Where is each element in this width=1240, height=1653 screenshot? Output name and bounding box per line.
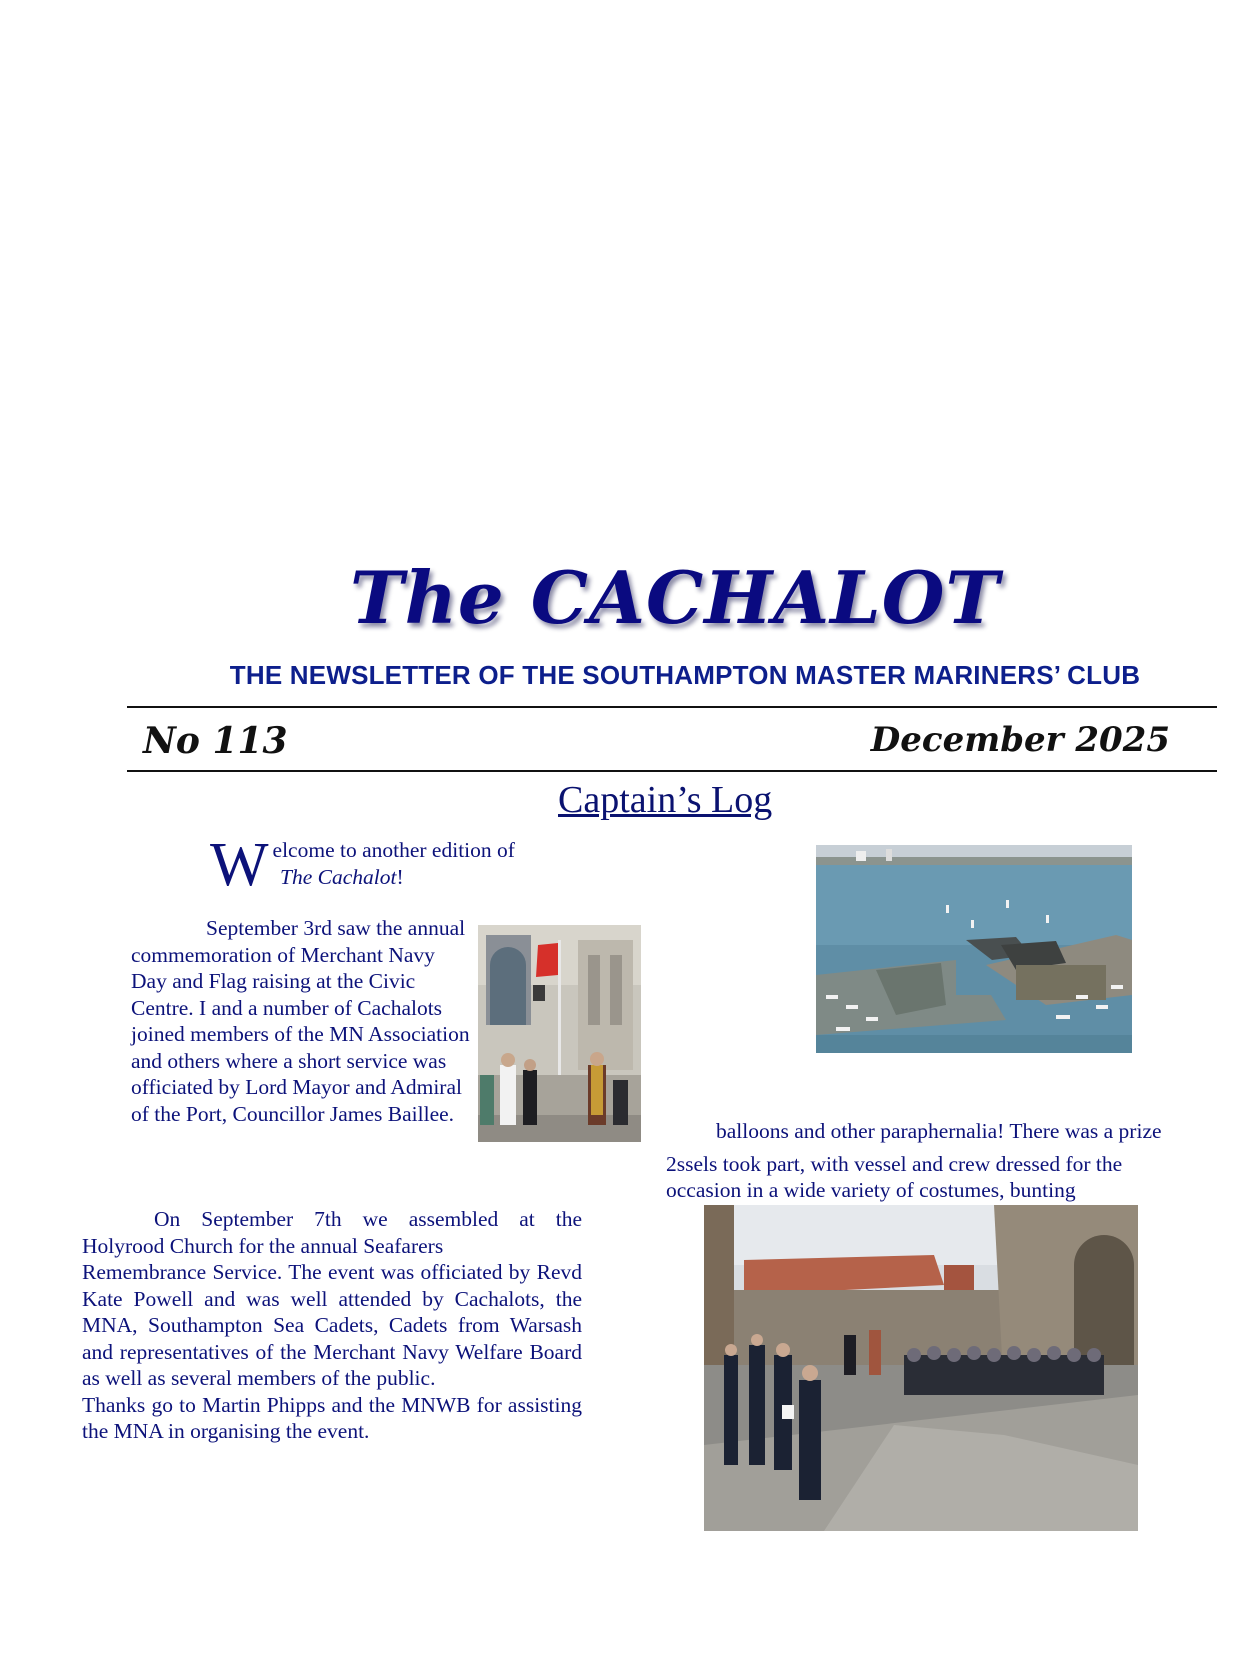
welcome-line-2 — [210, 864, 650, 891]
welcome-line-1: elcome to another edition of — [272, 838, 515, 862]
harbour-aerial-photo — [816, 845, 1132, 1053]
issue-number: No 113 — [143, 720, 288, 762]
masthead-title: The CACHALOT — [350, 555, 1001, 640]
masthead-subtitle: THE NEWSLETTER OF THE SOUTHAMPTON MASTER MARINERS’ CLUB — [229, 660, 1141, 690]
paragraph-2-rest: Remembrance Service. The event was officiated by Revd Kate Powell and was well attended by Cachalots, the MNA, Southampton Sea Cadets, Cadets from Warsash and representatives of the Merchant Navy Welfare Board as well as several members of the public. — [82, 1260, 582, 1390]
right-column-line-2: 2ssels took part, with vessel and crew dressed for the — [666, 1152, 1123, 1176]
paragraph-2-line-2: Holyrood Church for the annual Seafarers — [82, 1233, 444, 1258]
paragraph-remembrance-service — [82, 1206, 582, 1445]
flag-raising-photo — [478, 925, 641, 1142]
header-rule-top — [127, 706, 1217, 708]
welcome-block — [210, 831, 650, 899]
paragraph-merchant-navy-day — [131, 915, 471, 1127]
paragraph-3-thanks: Thanks go to Martin Phipps and the MNWB for assisting the MNA in organising the event. — [82, 1392, 582, 1443]
holyrood-church-service-photo — [704, 1205, 1138, 1531]
header-rule-bottom — [127, 770, 1217, 772]
right-column-line-3: occasion in a wide variety of costumes, bunting — [666, 1178, 1076, 1202]
paragraph-2-line-1: On September 7th we assembled at the — [154, 1207, 582, 1231]
article-title: Captain’s Log — [558, 779, 773, 821]
drop-cap: W — [210, 831, 269, 899]
welcome-exclamation: ! — [396, 864, 404, 889]
newsletter-name-italic: The Cachalot — [280, 864, 397, 889]
paragraph-1-text: September 3rd saw the annual commemoration of Merchant Navy Day and Flag raising at the Civic Centre. I and a number of Cachalots joined members of the MN Association and others where a short service was officiated by Lord Mayor and Admiral of the Port, Councillor James Baillee. — [131, 916, 470, 1126]
issue-date: December 2025 — [870, 720, 1170, 760]
right-column-line-1: balloons and other paraphernalia! There was a prize — [716, 1119, 1162, 1143]
